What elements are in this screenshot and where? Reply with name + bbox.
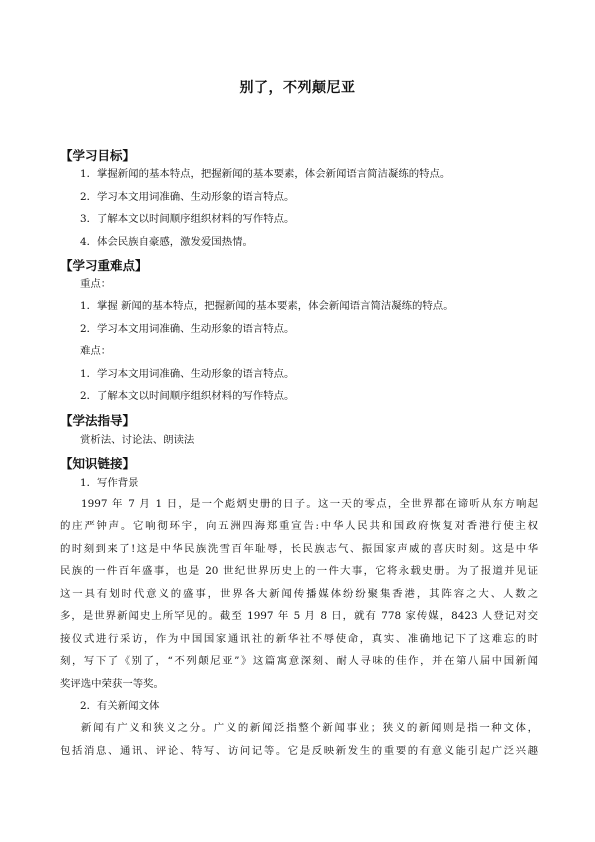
page-title: 别了，不列颠尼亚 [239,80,356,96]
objective-item: 2．学习本文用词准确、生动形象的语言特点。 [80,191,295,203]
section-heading-knowledge: 【知识链接】 [60,456,136,471]
background-line: 的庄严钟声。它响彻环宇，向五洲四海郑重宣告:中华人民共和国政府恢复对香港行使主权 [60,520,538,532]
background-line: 民族的一件百年盛事，也是 20 世纪世界历史上的一件大事，它将永载史册。为了报道并见证 [60,565,538,577]
news-line: 新闻有广义和狭义之分。广义的新闻泛指整个新闻事业；狭义的新闻则是指一种文体， [81,722,538,734]
section-heading-objectives: 【学习目标】 [60,148,136,163]
hard-item: 2．了解本文以时间顺序组织材料的写作特点。 [80,390,295,402]
key-item: 2．学习本文用词准确、生动形象的语言特点。 [80,323,295,335]
background-line: 多，是世界新闻史上所罕见的。截至 1997 年 5 月 8 日，就有 778 家传媒，8423 人登记对交 [60,610,538,622]
subheading-news-genre: 2．有关新闻文体 [80,700,160,712]
objective-item: 3．了解本文以时间顺序组织材料的写作特点。 [80,213,295,225]
background-line: 1997 年 7 月 1 日，是一个彪炳史册的日子。这一天的零点，全世界都在谛听从东方响起 [81,498,538,510]
section-heading-method: 【学法指导】 [60,413,136,428]
background-line: 刻，写下了《别了，“不列颠尼亚”》这篇寓意深刻、耐人寻味的佳作，并在第八届中国新闻 [60,655,538,667]
objective-item: 1．掌握新闻的基本特点，把握新闻的基本要素，体会新闻语言简洁凝练的特点。 [80,168,451,180]
background-line: 的时刻到来了!这是中华民族洗雪百年耻辱，长民族志气、振国家声威的喜庆时刻。这是中华 [60,543,538,555]
objective-item: 4．体会民族自豪感，激发爱国热情。 [80,236,253,248]
hard-item: 1．学习本文用词准确、生动形象的语言特点。 [80,368,295,380]
method-text: 赏析法、讨论法、朗读法 [80,434,195,446]
section-heading-key-points: 【学习重难点】 [60,258,148,273]
background-line: 这一具有划时代意义的盛事，世界各大新闻传播媒体纷纷聚集香港，其阵容之大、人数之 [60,588,538,600]
background-line: 奖评选中荣获一等奖。 [60,678,164,690]
subheading-background: 1．写作背景 [80,477,139,489]
news-line: 包括消息、通讯、评论、特写、访问记等。它是反映新发生的重要的有意义能引起广泛兴趣 [60,745,538,757]
background-line: 接仪式进行采访，作为中国国家通讯社的新华社不辱使命，真实、准确地记下了这难忘的时 [60,633,538,645]
key-label: 重点： [80,278,112,290]
hard-label: 难点： [80,345,112,357]
key-item: 1．掌握 新闻的基本特点，把握新闻的基本要素，体会新闻语言简洁凝练的特点。 [80,300,454,312]
